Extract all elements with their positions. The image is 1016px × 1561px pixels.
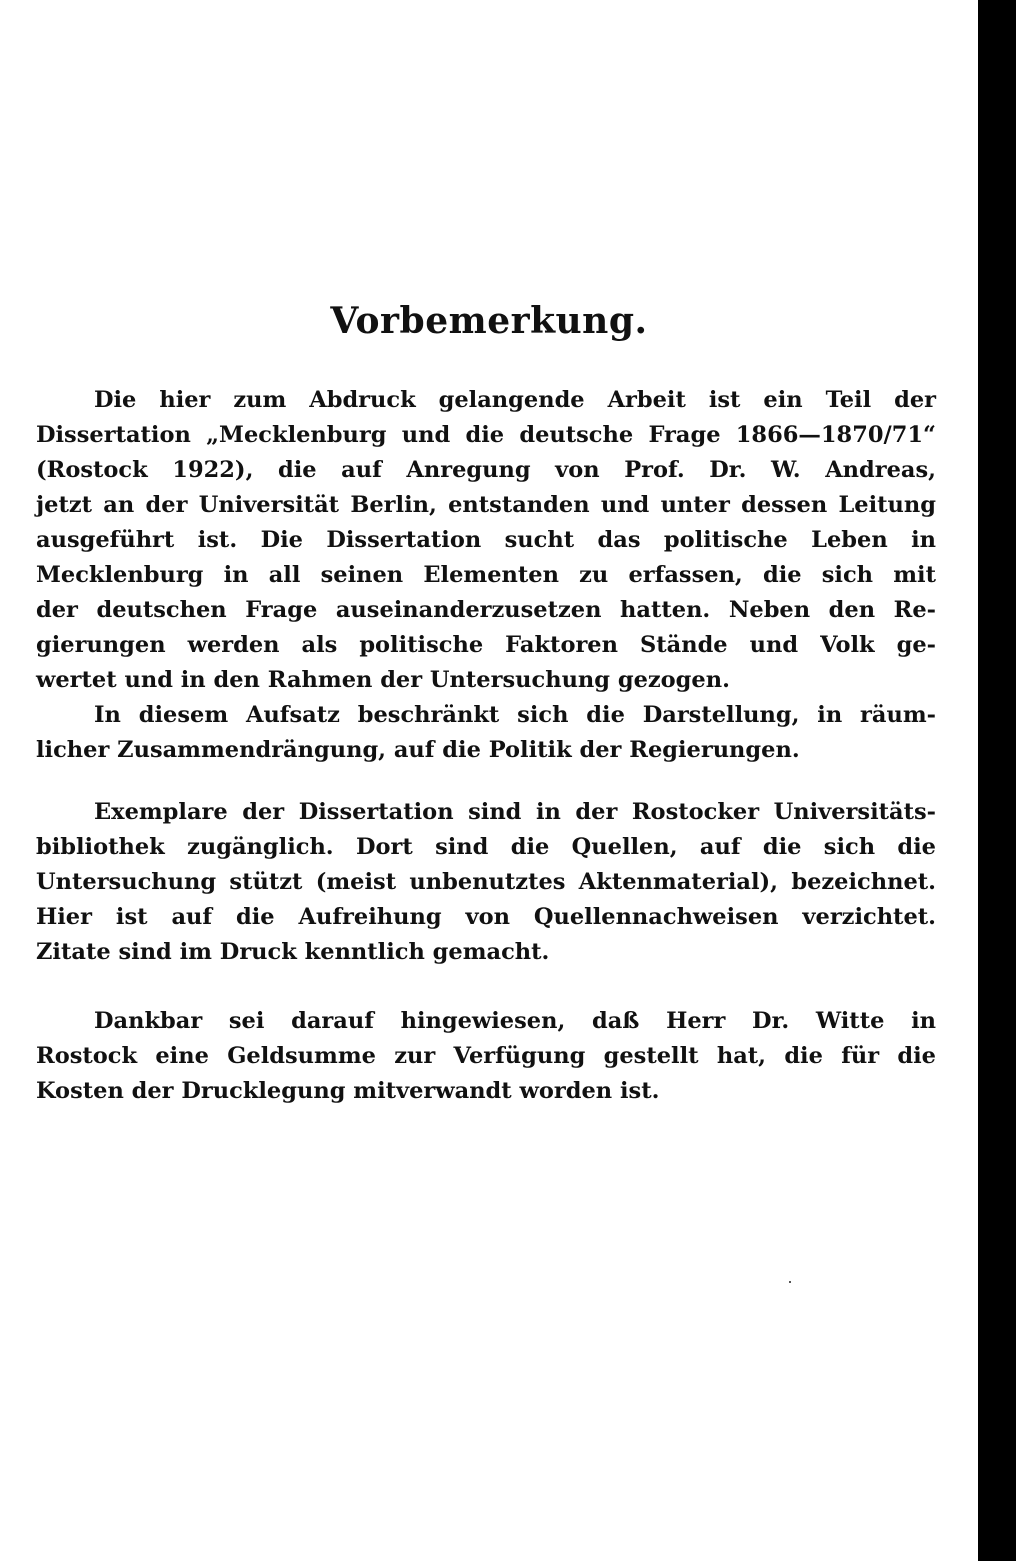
paragraph-2 (36, 795, 936, 970)
scan-speck (789, 1281, 791, 1283)
text-line: Kosten der Drucklegung mitverwandt worden ist. (36, 1078, 660, 1104)
text-line: jetzt an der Universität Berlin, entstanden und unter dessen Leitung (36, 492, 936, 518)
text-line: ausgeführt ist. Die Dissertation sucht das politische Leben in (36, 527, 936, 553)
text-line: Hier ist auf die Aufreihung von Quellennachweisen verzichtet. (36, 904, 936, 930)
text-line: In diesem Aufsatz beschränkt sich die Darstellung, in räum- (94, 702, 936, 728)
text-line: Zitate sind im Druck kenntlich gemacht. (36, 939, 550, 965)
text-line: wertet und in den Rahmen der Untersuchung gezogen. (36, 667, 730, 693)
text-line: der deutschen Frage auseinanderzusetzen hatten. Neben den Re- (36, 597, 936, 623)
text-line: bibliothek zugänglich. Dort sind die Quellen, auf die sich die (36, 834, 936, 860)
text-line: licher Zusammendrängung, auf die Politik der Regierungen. (36, 737, 800, 763)
text-line: Exemplare der Dissertation sind in der Rostocker Universitäts- (94, 799, 936, 825)
page-title: Vorbemerkung. (330, 300, 648, 342)
paragraph-1 (36, 383, 936, 768)
text-line: Mecklenburg in all seinen Elementen zu erfassen, die sich mit (36, 562, 936, 588)
text-line: Dankbar sei darauf hingewiesen, daß Herr Dr. Witte in (94, 1008, 936, 1034)
text-line: Rostock eine Geldsumme zur Verfügung gestellt hat, die für die (36, 1043, 936, 1069)
text-line: gierungen werden als politische Faktoren Stände und Volk ge- (36, 632, 936, 658)
text-line: Untersuchung stützt (meist unbenutztes Aktenmaterial), bezeichnet. (36, 869, 936, 895)
text-line: Die hier zum Abdruck gelangende Arbeit ist ein Teil der (94, 387, 936, 413)
scan-border (978, 0, 1016, 1561)
text-line: (Rostock 1922), die auf Anregung von Prof. Dr. W. Andreas, (36, 457, 936, 483)
paragraph-3 (36, 1004, 936, 1109)
text-line: Dissertation „Mecklenburg und die deutsche Frage 1866—1870/71“ (36, 422, 936, 448)
